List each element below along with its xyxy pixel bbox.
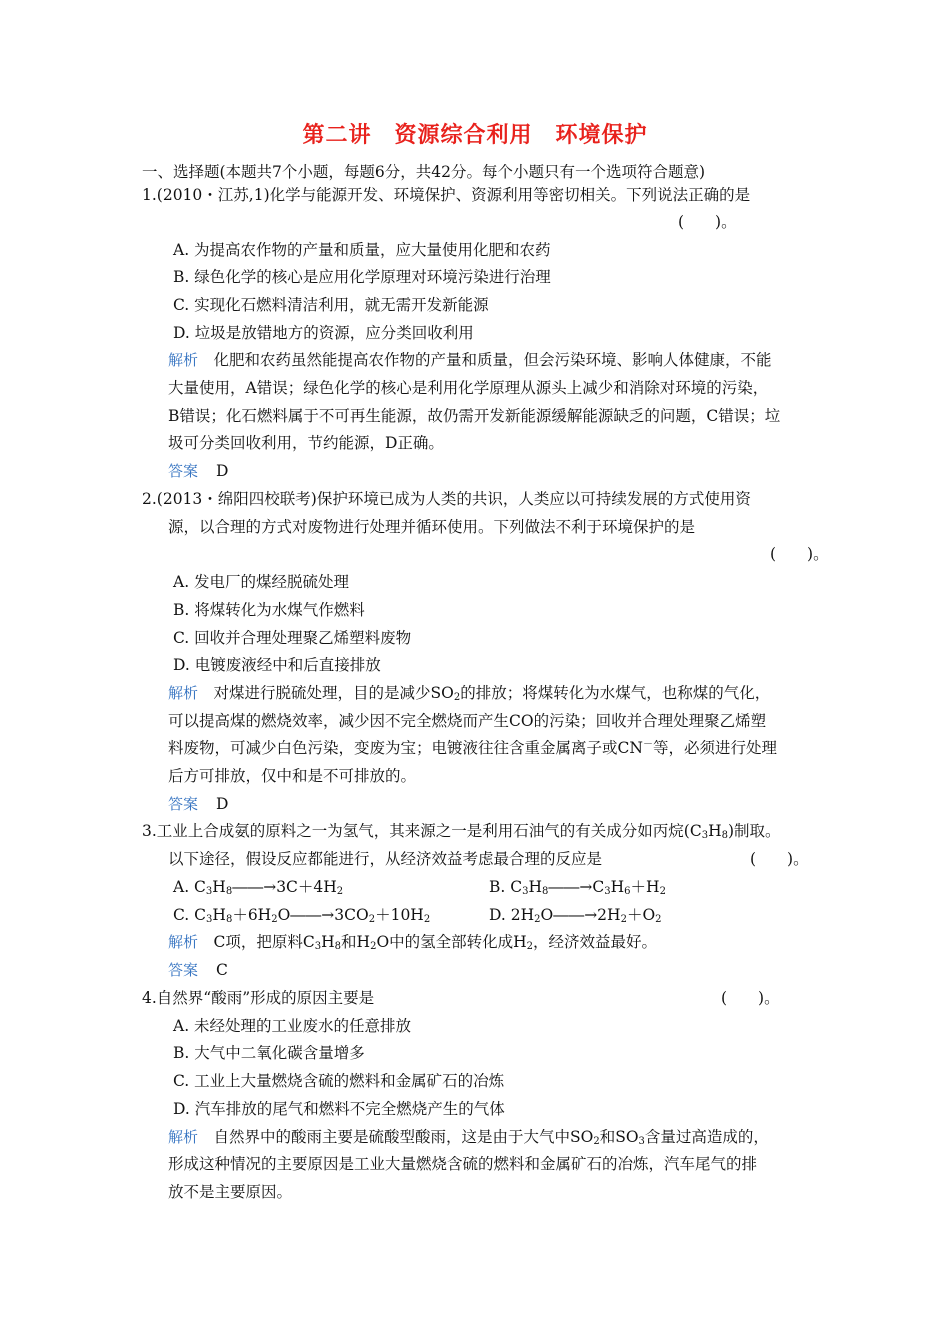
- analysis-label: 解析: [168, 684, 199, 702]
- q4-blank: ( )。: [721, 989, 780, 1007]
- q4-option-a: A. 未经处理的工业废水的任意排放: [173, 1017, 412, 1035]
- q2-answer: [168, 793, 228, 815]
- q4-analysis-line-2: 形成这种情况的主要原因是工业大量燃烧含硫的燃料和金属矿石的冶炼，汽车尾气的排: [168, 1155, 758, 1173]
- q1-answer: [168, 460, 228, 482]
- q3-option-a: A. $C_3H_8――\to 3C+4H_2$: [173, 878, 344, 897]
- q1-option-b: B. 绿色化学的核心是应用化学原理对环境污染进行治理: [173, 268, 551, 286]
- page-title: 第二讲 资源综合利用 环境保护: [302, 123, 648, 148]
- q2-analysis-line-1: 解析 对煤进行脱硫处理，目的是减少$SO_2$的排放；将煤转化为水煤气，也称煤的气化，: [168, 684, 771, 703]
- q4-analysis-line-1: 解析 自然界中的酸雨主要是硫酸型酸雨，这是由于大气中$SO_2$和$SO_3$含量过高造成的，: [168, 1128, 769, 1147]
- q3-answer: [168, 959, 228, 981]
- q2-stem-line-2: 源，以合理的方式对废物进行处理并循环使用。下列做法不利于环境保护的是: [168, 518, 696, 536]
- q4-analysis-line-3: 放不是主要原因。: [168, 1183, 293, 1201]
- q1-stem: 1.(2010・江苏,1)化学与能源开发、环境保护、资源利用等密切相关。下列说法正确的是: [142, 186, 751, 204]
- answer-label: 答案: [168, 795, 199, 813]
- analysis-label: 解析: [168, 933, 199, 951]
- section-header: 一、选择题(本题共7个小题，每题6分，共42分。每个小题只有一个选项符合题意): [142, 163, 706, 181]
- q1-analysis-line-3: B错误；化石燃料属于不可再生能源，故仍需开发新能源缓解能源缺乏的问题，C错误；垃: [168, 407, 781, 425]
- q3-option-c: C. $C_3H_8+6H_2O――\to 3CO_2+10H_2$: [173, 906, 431, 925]
- answer-value: D: [216, 795, 229, 813]
- q4-option-c: C. 工业上大量燃烧含硫的燃料和金属矿石的冶炼: [173, 1072, 505, 1090]
- q2-option-d: D. 电镀废液经中和后直接排放: [173, 656, 381, 674]
- q1-analysis-line-1: 解析 化肥和农药虽然能提高农作物的产量和质量，但会污染环境、影响人体健康，不能: [168, 351, 772, 369]
- q2-analysis-line-2: 可以提高煤的燃烧效率，减少因不完全燃烧而产生CO的污染；回收并合理处理聚乙烯塑: [168, 712, 767, 730]
- q3-analysis: 解析 C项，把原料$C_3H_8$和$H_2O$中的氢全部转化成$H_2$，经济效益最好。: [168, 933, 658, 952]
- q1-analysis-line-2: 大量使用，A错误；绿色化学的核心是利用化学原理从源头上减少和消除对环境的污染，: [168, 379, 769, 397]
- analysis-label: 解析: [168, 351, 199, 369]
- q1-analysis-line-4: 圾可分类回收利用，节约能源，D正确。: [168, 434, 444, 452]
- q3-stem-line-2: 以下途径，假设反应都能进行，从经济效益考虑最合理的反应是: [168, 850, 603, 868]
- q3-stem-line-1: 3.工业上合成氨的原料之一为氢气，其来源之一是利用石油气的有关成分如丙烷$(C_3H_8)$制取。: [142, 822, 781, 841]
- q4-option-b: B. 大气中二氧化碳含量增多: [173, 1044, 365, 1062]
- q3-blank: ( )。: [750, 850, 809, 868]
- q2-analysis-line-3: 料废物，可减少白色污染，变废为宝；电镀液往往含重金属离子或CN－等，必须进行处理: [168, 739, 777, 757]
- q1-option-d: D. 垃圾是放错地方的资源，应分类回收利用: [173, 324, 474, 342]
- q1-option-c: C. 实现化石燃料清洁利用，就无需开发新能源: [173, 296, 489, 314]
- q1-option-a: A. 为提高农作物的产量和质量，应大量使用化肥和农药: [173, 241, 551, 259]
- answer-value: C: [216, 961, 228, 979]
- answer-label: 答案: [168, 462, 199, 480]
- q3-option-b: B. $C_3H_8――\to C_3H_6+H_2$: [489, 878, 666, 897]
- q2-blank: ( )。: [770, 545, 829, 563]
- q2-option-c: C. 回收并合理处理聚乙烯塑料废物: [173, 629, 412, 647]
- q2-stem-line-1: 2.(2013・绵阳四校联考)保护环境已成为人类的共识，人类应以可持续发展的方式使用资: [142, 490, 751, 508]
- q2-option-b: B. 将煤转化为水煤气作燃料: [173, 601, 365, 619]
- q2-analysis-line-4: 后方可排放，仅中和是不可排放的。: [168, 767, 417, 785]
- q4-stem: 4.自然界“酸雨”形成的原因主要是: [142, 989, 375, 1007]
- analysis-label: 解析: [168, 1128, 199, 1146]
- q3-option-d: D. $2H_2O――\to 2H_2+O_2$: [489, 906, 662, 925]
- answer-value: D: [216, 462, 229, 480]
- q1-blank: ( )。: [678, 213, 737, 231]
- q4-option-d: D. 汽车排放的尾气和燃料不完全燃烧产生的气体: [173, 1100, 505, 1118]
- q2-option-a: A. 发电厂的煤经脱硫处理: [173, 573, 350, 591]
- answer-label: 答案: [168, 961, 199, 979]
